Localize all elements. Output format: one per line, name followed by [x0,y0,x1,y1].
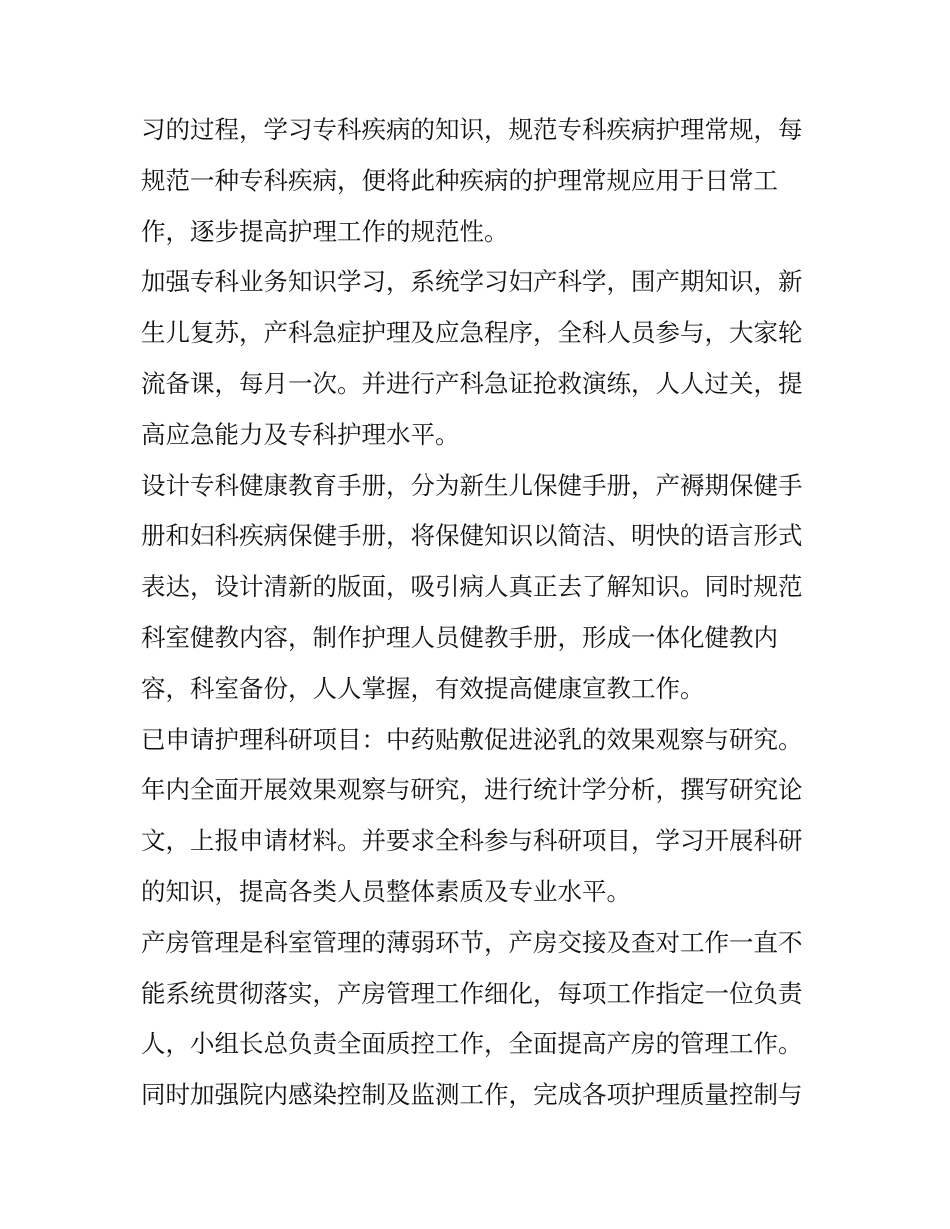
text-line: 能系统贯彻落实，产房管理工作细化，每项工作指定一位负责 [141,978,803,1008]
text-line: 文，上报申请材料。并要求全科参与科研项目，学习开展科研 [141,826,803,856]
text-line: 容，科室备份，人人掌握，有效提高健康宣教工作。 [141,673,705,703]
text-line: 设计专科健康教育手册，分为新生儿保健手册，产褥期保健手 [141,470,803,500]
text-line: 年内全面开展效果观察与研究，进行统计学分析，撰写研究论 [141,775,803,805]
text-line: 表达，设计清新的版面，吸引病人真正去了解知识。同时规范 [141,572,803,602]
text-line: 产房管理是科室管理的薄弱环节，产房交接及查对工作一直不 [141,927,803,957]
body-text [141,105,821,1121]
text-line: 规范一种专科疾病，便将此种疾病的护理常规应用于日常工 [141,165,778,195]
text-line: 人，小组长总负责全面质控工作，全面提高产房的管理工作。 [141,1029,803,1059]
text-line: 流备课，每月一次。并进行产科急证抢救演练，人人过关，提 [141,368,803,398]
text-line: 已申请护理科研项目：中药贴敷促进泌乳的效果观察与研究。 [141,724,803,754]
text-line: 加强专科业务知识学习，系统学习妇产科学，围产期知识，新 [141,267,803,297]
text-line: 习的过程，学习专科疾病的知识，规范专科疾病护理常规，每 [141,115,803,144]
text-line: 的知识，提高各类人员整体素质及专业水平。 [141,876,631,906]
text-line: 科室健教内容，制作护理人员健教手册，形成一体化健教内 [141,622,778,652]
text-line: 生儿复苏，产科急症护理及应急程序，全科人员参与，大家轮 [141,318,803,348]
text-line: 册和妇科疾病保健手册，将保健知识以简洁、明快的语言形式 [141,521,803,551]
text-line: 作，逐步提高护理工作的规范性。 [141,216,509,246]
text-line: 同时加强院内感染控制及监测工作，完成各项护理质量控制与 [141,1080,803,1110]
text-line: 高应急能力及专科护理水平。 [141,419,460,449]
